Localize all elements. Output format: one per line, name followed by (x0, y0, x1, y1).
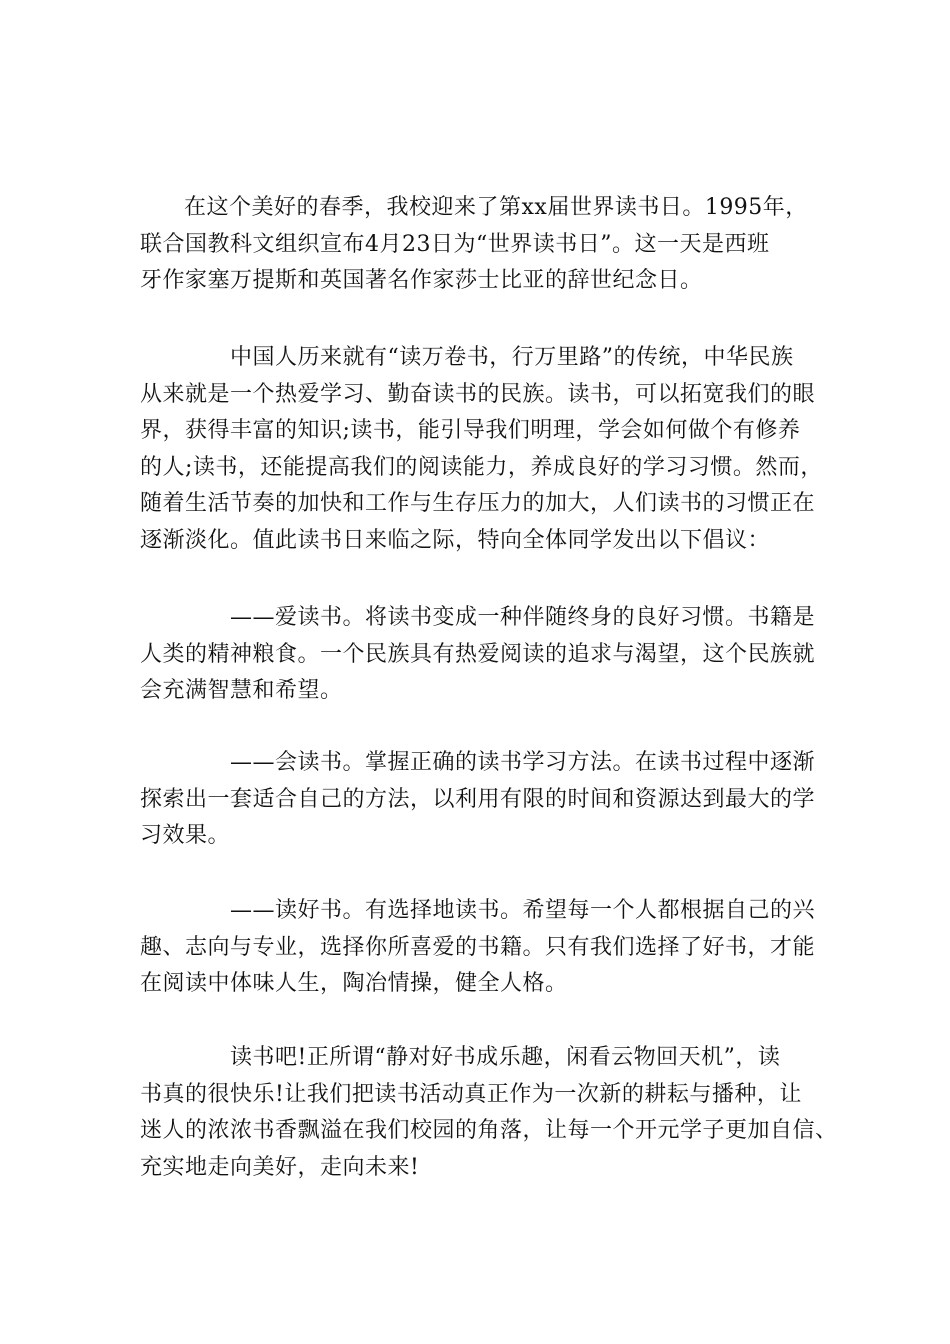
text-line: 习效果。 (140, 823, 231, 848)
text-line: 联合国教科文组织宣布4月23日为“世界读书日”。这一天是西班 (140, 231, 770, 257)
text-line: 趣、志向与专业，选择你所喜爱的书籍。只有我们选择了好书，才能 (140, 934, 816, 960)
text-line: 牙作家塞万提斯和英国著名作家莎士比亚的辞世纪念日。 (140, 268, 703, 293)
text-line: 迷人的浓浓书香飘溢在我们校园的角落，让每一个开元学子更加自信、 (140, 1118, 838, 1143)
paragraph-intro (140, 190, 830, 300)
text-line: 人类的精神粮食。一个民族具有热爱阅读的追求与渴望，这个民族就 (140, 641, 816, 667)
text-line: 探索出一套适合自己的方法，以利用有限的时间和资源达到最大的学 (140, 786, 816, 812)
text-line: 在这个美好的春季，我校迎来了第xx届世界读书日。1995年， (184, 195, 808, 220)
text-line: 逐渐淡化。值此读书日来临之际，特向全体同学发出以下倡议： (140, 527, 771, 553)
text-line: ——读好书。有选择地读书。希望每一个人都根据自己的兴 (230, 898, 816, 923)
text-line: 随着生活节奏的加快和工作与生存压力的加大，人们读书的习惯正在 (140, 491, 816, 516)
text-line: 的人;读书，还能提高我们的阅读能力，养成良好的学习习惯。然而， (140, 454, 823, 480)
text-line: 在阅读中体味人生，陶冶情操，健全人格。 (140, 971, 568, 996)
text-line: ——爱读书。将读书变成一种伴随终身的良好习惯。书籍是 (230, 605, 816, 630)
text-line: 充实地走向美好，走向未来! (140, 1154, 420, 1180)
text-line: 界，获得丰富的知识;读书，能引导我们明理，学会如何做个有修养 (140, 418, 801, 443)
paragraph-good-books (140, 893, 830, 1003)
text-line: 从来就是一个热爱学习、勤奋读书的民族。读书，可以拓宽我们的眼 (140, 381, 816, 407)
text-line: 中国人历来就有“读万卷书，行万里路”的传统，中华民族 (230, 345, 794, 370)
paragraph-read-well (140, 745, 830, 855)
paragraph-tradition (140, 340, 830, 559)
text-line: 读书吧!正所谓“静对好书成乐趣，闲看云物回天机”，读 (230, 1045, 781, 1070)
paragraph-love-reading (140, 600, 830, 710)
text-line: ——会读书。掌握正确的读书学习方法。在读书过程中逐渐 (230, 750, 816, 775)
paragraph-conclusion (140, 1040, 838, 1186)
text-line: 书真的很快乐!让我们把读书活动真正作为一次新的耕耘与播种，让 (140, 1081, 802, 1107)
text-line: 会充满智慧和希望。 (140, 678, 343, 703)
